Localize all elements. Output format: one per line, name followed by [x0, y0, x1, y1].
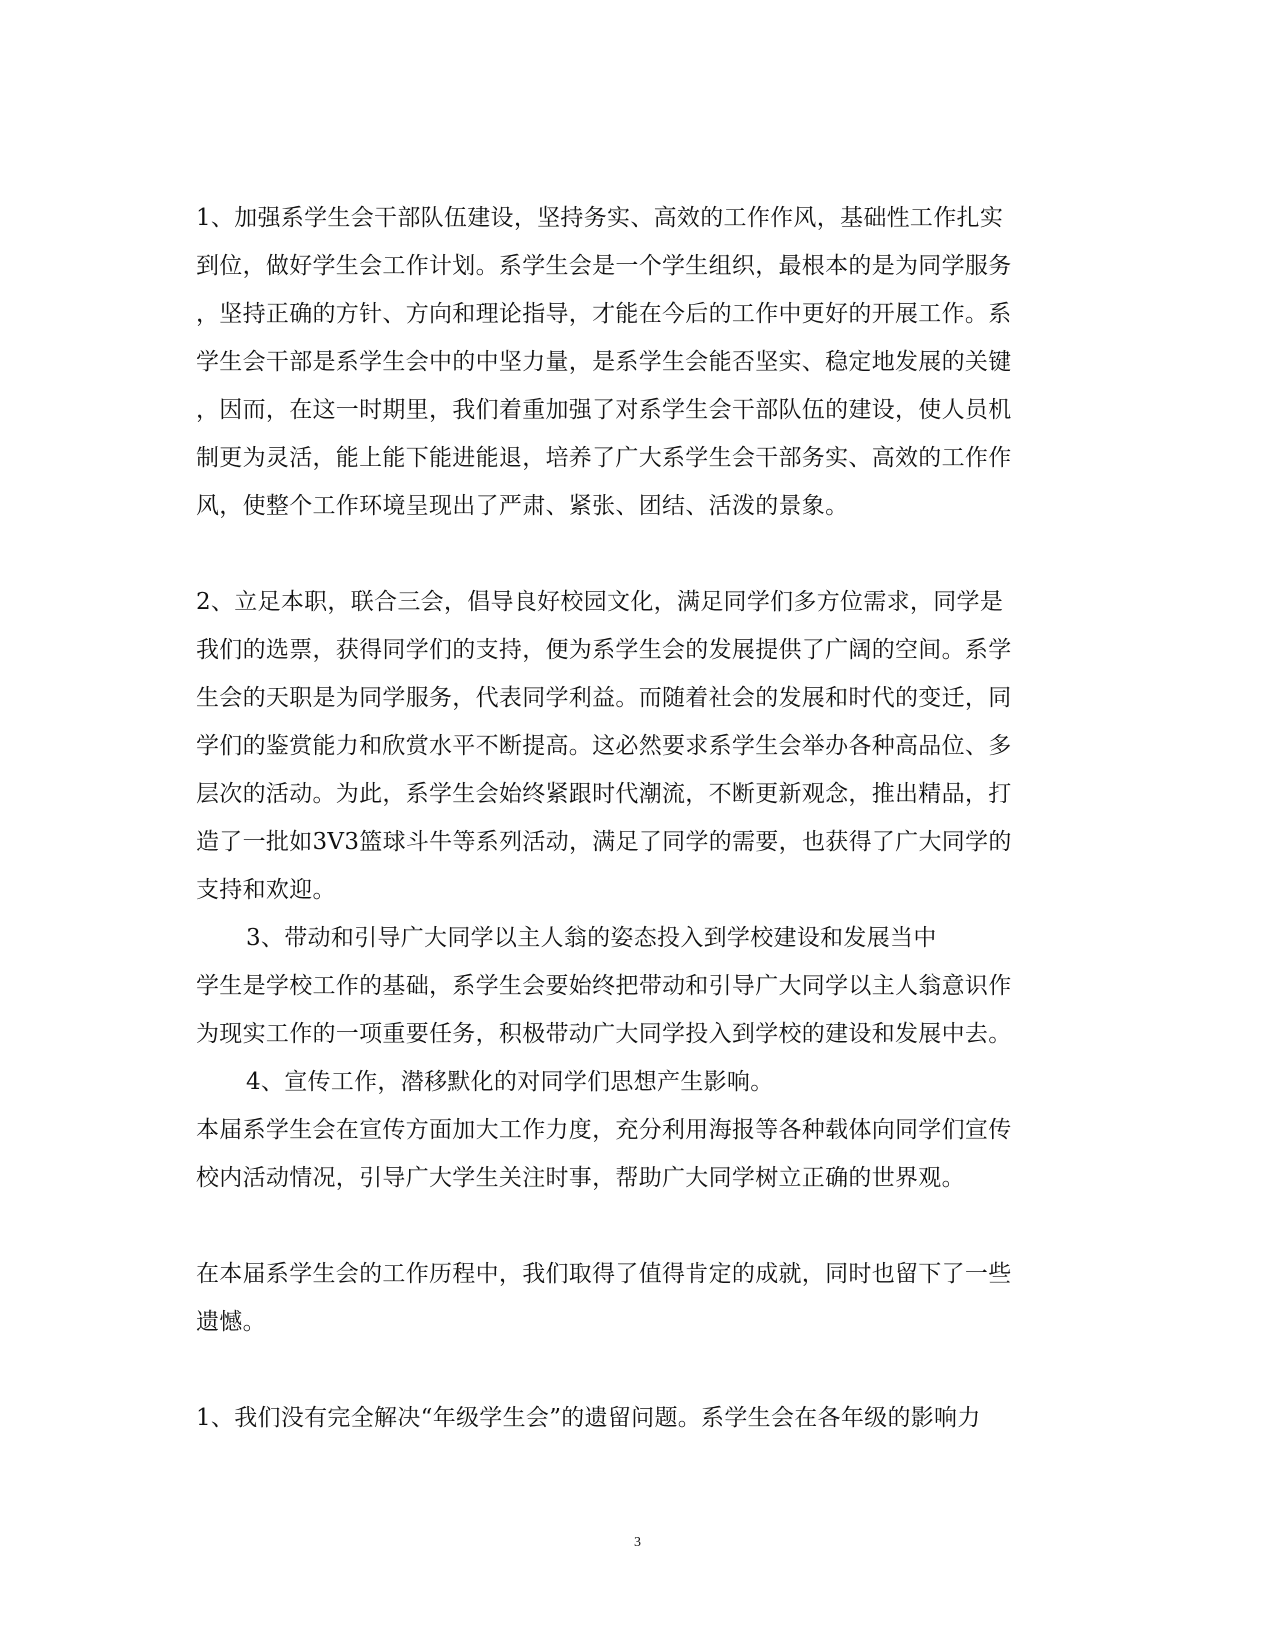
text-line: ，因而，在这一时期里，我们着重加强了对系学生会干部队伍的建设，使人员机 [196, 397, 1012, 423]
text-line: ，坚持正确的方针、方向和理论指导，才能在今后的工作中更好的开展工作。系 [196, 301, 1012, 327]
text-line: 1、加强系学生会干部队伍建设，坚持务实、高效的工作作风，基础性工作扎实 [196, 205, 1004, 231]
text-line: 支持和欢迎。 [196, 877, 336, 903]
text-line: 制更为灵活，能上能下能进能退，培养了广大系学生会干部务实、高效的工作作 [196, 445, 1012, 471]
text-line: 生会的天职是为同学服务，代表同学利益。而随着社会的发展和时代的变迁，同 [196, 685, 1012, 711]
text-line: 我们的选票，获得同学们的支持，便为系学生会的发展提供了广阔的空间。系学 [196, 637, 1012, 663]
text-line: 学生会干部是系学生会中的中坚力量，是系学生会能否坚实、稳定地发展的关键 [196, 349, 1012, 375]
numbered-heading: 4、宣传工作，潜移默化的对同学们思想产生影响。 [246, 1069, 774, 1095]
text-line: 遗憾。 [196, 1309, 266, 1335]
text-line: 为现实工作的一项重要任务，积极带动广大同学投入到学校的建设和发展中去。 [196, 1021, 1012, 1047]
text-line: 学们的鉴赏能力和欣赏水平不断提高。这必然要求系学生会举办各种高品位、多 [196, 733, 1012, 759]
text-line: 到位，做好学生会工作计划。系学生会是一个学生组织，最根本的是为同学服务 [196, 253, 1012, 279]
numbered-heading: 3、带动和引导广大同学以主人翁的姿态投入到学校建设和发展当中 [246, 925, 937, 951]
text-line: 2、立足本职，联合三会，倡导良好校园文化，满足同学们多方位需求，同学是 [196, 589, 1004, 615]
text-line: 造了一批如3V3篮球斗牛等系列活动，满足了同学的需要，也获得了广大同学的 [196, 829, 1012, 855]
text-line: 层次的活动。为此，系学生会始终紧跟时代潮流，不断更新观念，推出精品，打 [196, 781, 1012, 807]
text-line: 风，使整个工作环境呈现出了严肃、紧张、团结、活泼的景象。 [196, 493, 849, 519]
text-line: 1、我们没有完全解决“年级学生会”的遗留问题。系学生会在各年级的影响力 [196, 1405, 981, 1431]
page-number: 3 [634, 1535, 641, 1550]
text-line: 本届系学生会在宣传方面加大工作力度，充分利用海报等各种载体向同学们宣传 [196, 1117, 1012, 1143]
text-line: 在本届系学生会的工作历程中，我们取得了值得肯定的成就，同时也留下了一些 [196, 1261, 1012, 1287]
text-line: 学生是学校工作的基础，系学生会要始终把带动和引导广大同学以主人翁意识作 [196, 973, 1012, 999]
text-line: 校内活动情况，引导广大学生关注时事，帮助广大同学树立正确的世界观。 [196, 1165, 965, 1191]
